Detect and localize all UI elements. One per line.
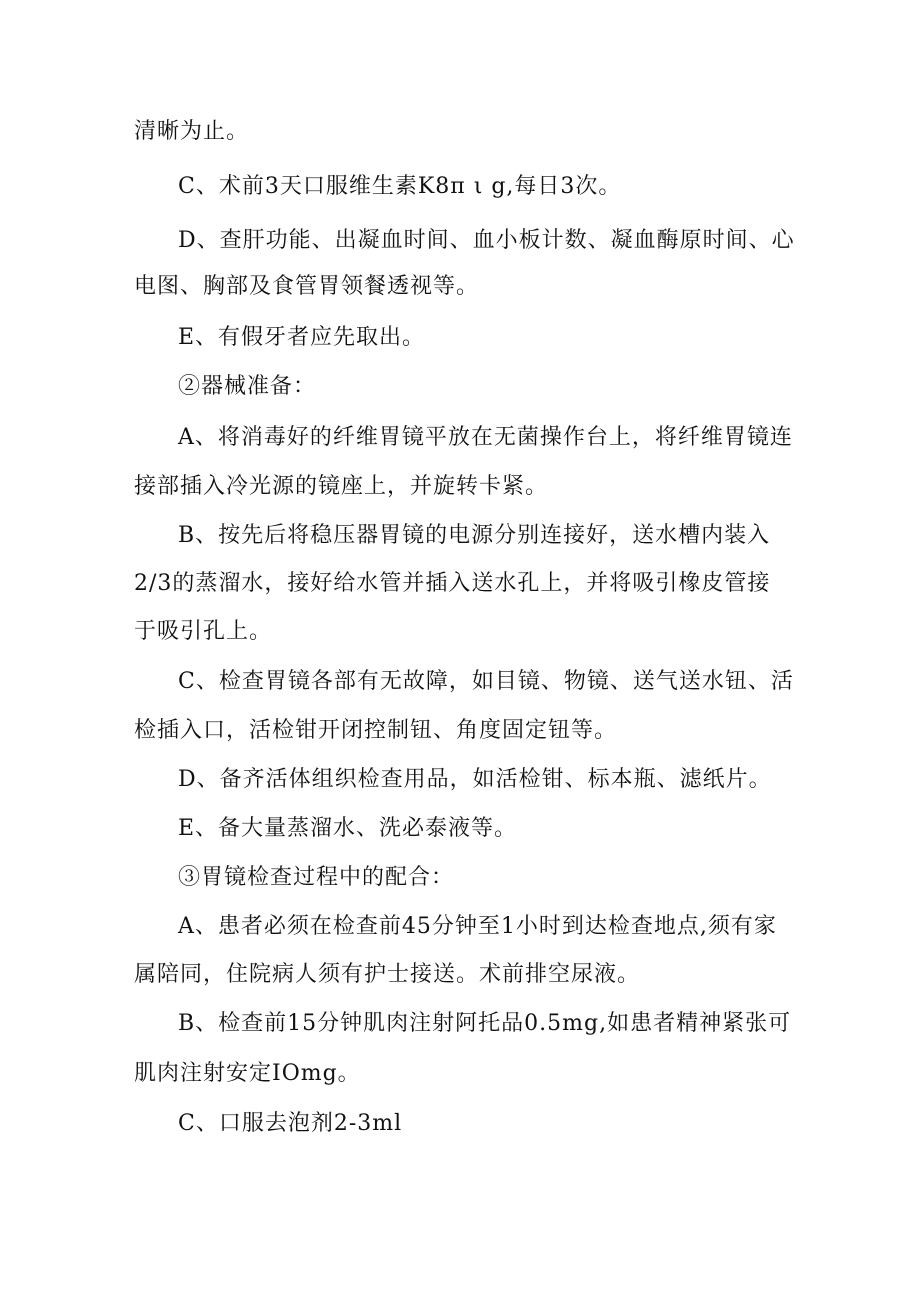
text-line: 电图、胸部及食管胃领餐透视等。 [134, 274, 480, 299]
text-line: E、有假牙者应先取出。 [178, 325, 426, 350]
text-line: B、按先后将稳压器胃镜的电源分别连接好，送水槽内装入 [178, 523, 771, 548]
text-line: 检插入口，活检钳开闭控制钮、角度固定钮等。 [134, 718, 618, 743]
text-line: 2/3的蒸溜水，接好给水管并插入送水孔上，并将吸引橡皮管接 [134, 571, 771, 596]
text-line: B、检查前15分钟肌肉注射阿托品0.5mg,如患者精神紧张可 [178, 1011, 792, 1036]
text-line: D、查肝功能、出凝血时间、血小板计数、凝血酶原时间、心 [178, 228, 795, 253]
section-heading: ②器械准备： [178, 374, 317, 399]
text-line: 接部插入冷光源的镜座上，并旋转卡紧。 [134, 474, 549, 499]
text-line: C、检查胃镜各部有无故障，如目镜、物镜、送气送水钮、活 [178, 669, 794, 694]
text-line: A、患者必须在检查前45分钟至1小时到达检查地点,须有家 [178, 914, 777, 939]
text-line: E、备大量蒸溜水、洗必泰液等。 [178, 816, 518, 841]
text-line: 于吸引孔上。 [134, 619, 273, 644]
text-line: C、术前3天口服维生素K8π ι g,每日3次。 [178, 174, 622, 199]
text-line: A、将消毒好的纤维胃镜平放在无菌操作台上，将纤维胃镜连 [178, 425, 793, 450]
section-heading: ③胃镜检查过程中的配合： [178, 865, 455, 890]
text-line: 属陪同，住院病人须有护士接送。术前排空尿液。 [134, 962, 641, 987]
text-line: D、备齐活体组织检查用品，如活检钳、标本瓶、滤纸片。 [178, 767, 772, 792]
text-line: 肌肉注射安定IOmg。 [134, 1061, 361, 1086]
text-line: C、口服去泡剂2-3ml [178, 1111, 403, 1136]
text-line: 清晰为止。 [134, 119, 250, 144]
